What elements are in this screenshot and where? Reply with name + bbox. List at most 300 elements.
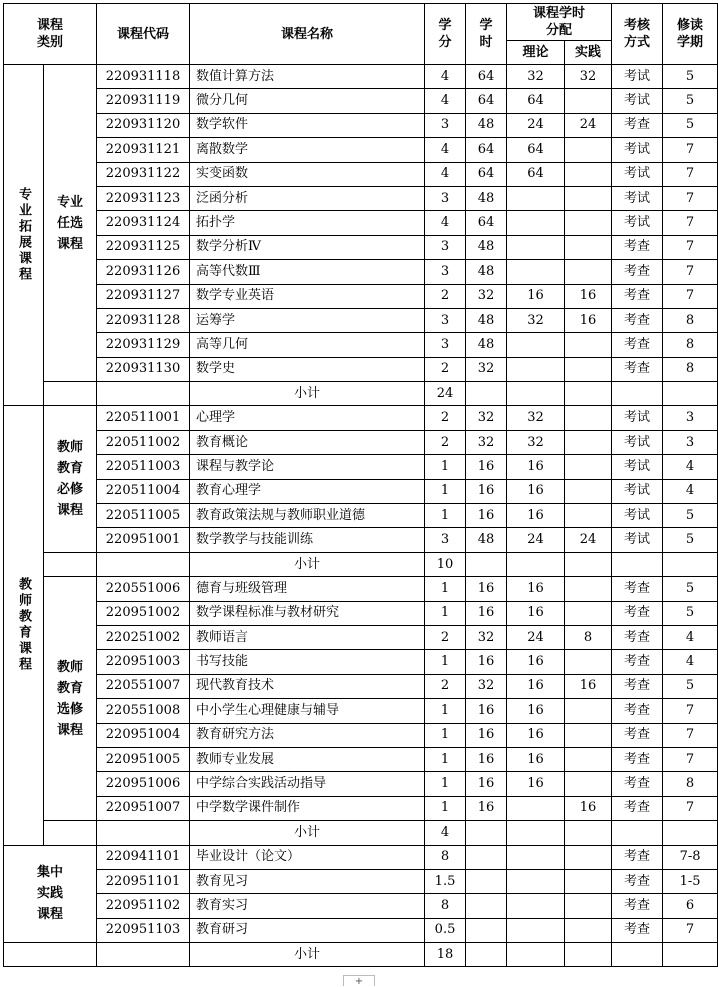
cell-practice <box>565 650 612 674</box>
cell-code: 220931128 <box>97 308 190 332</box>
cell-semester: 5 <box>663 504 718 528</box>
cell-exam: 考查 <box>612 796 663 820</box>
cell-practice <box>565 186 612 210</box>
header-hours-split: 课程学时 分配 <box>507 4 612 41</box>
table-row <box>4 260 718 284</box>
table-row <box>4 357 718 381</box>
subtotal-label: 小计 <box>190 552 425 576</box>
cell-exam: 考查 <box>612 577 663 601</box>
cell-credit: 2 <box>425 357 466 381</box>
cell-semester: 5 <box>663 674 718 698</box>
table-row <box>4 625 718 649</box>
subtotal-blank <box>466 552 507 576</box>
cell-semester: 7-8 <box>663 845 718 869</box>
cell-semester: 7 <box>663 284 718 308</box>
cell-theory: 16 <box>507 674 565 698</box>
cell-hours: 16 <box>466 747 507 771</box>
cell-theory <box>507 357 565 381</box>
cell-code: 220931123 <box>97 186 190 210</box>
header-code: 课程代码 <box>97 4 190 65</box>
subtotal-code-blank <box>97 382 190 406</box>
cell-practice <box>565 869 612 893</box>
cell-hours <box>466 845 507 869</box>
cell-semester: 8 <box>663 308 718 332</box>
subtotal-blank <box>663 821 718 845</box>
cell-theory: 16 <box>507 699 565 723</box>
cell-credit: 1 <box>425 796 466 820</box>
cell-hours: 48 <box>466 333 507 357</box>
cell-credit: 4 <box>425 138 466 162</box>
table-row <box>4 235 718 259</box>
subtotal-row <box>4 943 718 967</box>
subtotal-blank <box>507 821 565 845</box>
cell-exam: 考试 <box>612 504 663 528</box>
cell-name: 教育研究方法 <box>190 723 425 747</box>
cell-hours: 16 <box>466 601 507 625</box>
subtotal-blank <box>565 552 612 576</box>
cell-credit: 2 <box>425 430 466 454</box>
cell-hours: 16 <box>466 504 507 528</box>
cell-practice <box>565 601 612 625</box>
table-row <box>4 138 718 162</box>
table-row <box>4 186 718 210</box>
cell-name: 教育心理学 <box>190 479 425 503</box>
cell-exam: 考查 <box>612 260 663 284</box>
cell-exam: 考查 <box>612 333 663 357</box>
table-row <box>4 845 718 869</box>
cell-exam: 考试 <box>612 479 663 503</box>
table-row <box>4 918 718 942</box>
curriculum-table <box>3 3 718 967</box>
cell-exam: 考查 <box>612 308 663 332</box>
cell-exam: 考查 <box>612 845 663 869</box>
subtotal-blank <box>466 943 507 967</box>
cell-credit: 2 <box>425 674 466 698</box>
cell-practice: 16 <box>565 674 612 698</box>
cell-hours: 16 <box>466 479 507 503</box>
cell-credit: 3 <box>425 260 466 284</box>
cell-name: 数学教学与技能训练 <box>190 528 425 552</box>
cell-credit: 1 <box>425 479 466 503</box>
cell-hours: 48 <box>466 186 507 210</box>
cell-name: 现代教育技术 <box>190 674 425 698</box>
subtotal-credit: 10 <box>425 552 466 576</box>
cell-hours: 32 <box>466 625 507 649</box>
cell-practice <box>565 504 612 528</box>
cell-practice <box>565 357 612 381</box>
cell-theory <box>507 918 565 942</box>
cell-hours <box>466 869 507 893</box>
table-row <box>4 430 718 454</box>
cell-semester: 5 <box>663 528 718 552</box>
cell-theory: 16 <box>507 577 565 601</box>
cell-theory: 16 <box>507 772 565 796</box>
cell-name: 高等代数Ⅲ <box>190 260 425 284</box>
cell-code: 220931124 <box>97 211 190 235</box>
subtotal-label: 小计 <box>190 821 425 845</box>
category-concentrated-practice-label: 集中 实践 课程 <box>37 865 64 923</box>
cell-semester: 5 <box>663 577 718 601</box>
table-resize-handle[interactable]: + <box>343 975 375 986</box>
cell-practice <box>565 235 612 259</box>
table-row <box>4 504 718 528</box>
cell-hours: 48 <box>466 528 507 552</box>
cell-name: 中小学生心理健康与辅导 <box>190 699 425 723</box>
cell-name: 数学分析Ⅳ <box>190 235 425 259</box>
table-row <box>4 674 718 698</box>
subtotal-blank <box>612 382 663 406</box>
cell-name: 运筹学 <box>190 308 425 332</box>
cell-theory: 24 <box>507 113 565 137</box>
cell-name: 数学课程标准与教材研究 <box>190 601 425 625</box>
cell-name: 离散数学 <box>190 138 425 162</box>
table-row <box>4 796 718 820</box>
header-hours: 学 时 <box>466 4 507 65</box>
cell-theory: 16 <box>507 504 565 528</box>
cell-exam: 考查 <box>612 674 663 698</box>
table-row <box>4 577 718 601</box>
cell-name: 数学史 <box>190 357 425 381</box>
subtotal-credit: 4 <box>425 821 466 845</box>
cell-theory: 16 <box>507 479 565 503</box>
cell-name: 数值计算方法 <box>190 65 425 89</box>
cell-code: 220951003 <box>97 650 190 674</box>
table-row <box>4 650 718 674</box>
cell-credit: 4 <box>425 211 466 235</box>
table-row <box>4 211 718 235</box>
cell-exam: 考查 <box>612 235 663 259</box>
cell-code: 220941101 <box>97 845 190 869</box>
cell-code: 220951006 <box>97 772 190 796</box>
cell-hours: 32 <box>466 674 507 698</box>
subtotal-row <box>4 552 718 576</box>
subtotal-blank <box>612 943 663 967</box>
cell-theory: 32 <box>507 65 565 89</box>
cell-name: 教师专业发展 <box>190 747 425 771</box>
cell-practice: 16 <box>565 796 612 820</box>
cell-credit: 3 <box>425 113 466 137</box>
category-concentrated-practice <box>4 845 97 943</box>
cell-credit: 1 <box>425 455 466 479</box>
cell-name: 教育实习 <box>190 894 425 918</box>
cell-semester: 7 <box>663 723 718 747</box>
cell-code: 220931119 <box>97 89 190 113</box>
cell-practice: 8 <box>565 625 612 649</box>
cell-name: 德育与班级管理 <box>190 577 425 601</box>
cell-theory: 64 <box>507 138 565 162</box>
subtotal-label: 小计 <box>190 382 425 406</box>
subtotal-code-blank <box>97 943 190 967</box>
cell-semester: 7 <box>663 211 718 235</box>
cell-hours: 48 <box>466 113 507 137</box>
cell-semester: 4 <box>663 455 718 479</box>
cell-exam: 考查 <box>612 625 663 649</box>
cell-practice <box>565 406 612 430</box>
cell-credit: 4 <box>425 89 466 113</box>
cell-code: 220551008 <box>97 699 190 723</box>
cell-exam: 考试 <box>612 455 663 479</box>
cell-practice <box>565 455 612 479</box>
cell-theory <box>507 845 565 869</box>
cell-hours <box>466 894 507 918</box>
cell-hours: 16 <box>466 455 507 479</box>
subtotal-blank <box>565 382 612 406</box>
cell-theory: 16 <box>507 650 565 674</box>
cell-semester: 4 <box>663 650 718 674</box>
cell-hours: 32 <box>466 357 507 381</box>
cell-semester: 5 <box>663 601 718 625</box>
subtotal-blank <box>507 382 565 406</box>
cell-exam: 考试 <box>612 406 663 430</box>
subtotal-blank <box>663 382 718 406</box>
cell-credit: 4 <box>425 162 466 186</box>
cell-semester: 3 <box>663 430 718 454</box>
subtotal-credit: 18 <box>425 943 466 967</box>
cell-semester: 8 <box>663 772 718 796</box>
cell-code: 220951101 <box>97 869 190 893</box>
cell-exam: 考查 <box>612 869 663 893</box>
cell-code: 220951103 <box>97 918 190 942</box>
cell-practice <box>565 747 612 771</box>
subtotal-inner-blank <box>44 382 97 406</box>
cell-code: 220931118 <box>97 65 190 89</box>
table-row <box>4 455 718 479</box>
cell-exam: 考查 <box>612 918 663 942</box>
cell-hours: 16 <box>466 772 507 796</box>
cell-hours: 32 <box>466 406 507 430</box>
cell-name: 毕业设计（论文） <box>190 845 425 869</box>
cell-code: 220551006 <box>97 577 190 601</box>
subtotal-inner-blank <box>44 821 97 845</box>
cell-practice <box>565 845 612 869</box>
cell-credit: 1 <box>425 772 466 796</box>
cell-hours: 48 <box>466 235 507 259</box>
cell-hours: 64 <box>466 89 507 113</box>
cell-credit: 1 <box>425 601 466 625</box>
cell-practice <box>565 430 612 454</box>
table-row <box>4 747 718 771</box>
category-teacher-education-label: 教师教育课程 <box>16 577 31 674</box>
cell-theory: 24 <box>507 625 565 649</box>
cell-exam: 考查 <box>612 357 663 381</box>
category-major-elective-label: 专业 任选 课程 <box>57 194 84 252</box>
cell-theory <box>507 333 565 357</box>
cell-semester: 4 <box>663 625 718 649</box>
cell-semester: 6 <box>663 894 718 918</box>
cell-name: 课程与教学论 <box>190 455 425 479</box>
cell-name: 微分几何 <box>190 89 425 113</box>
cell-practice <box>565 138 612 162</box>
cell-theory <box>507 796 565 820</box>
cell-practice <box>565 699 612 723</box>
cell-exam: 考试 <box>612 65 663 89</box>
cell-theory: 16 <box>507 455 565 479</box>
cell-hours: 16 <box>466 796 507 820</box>
cell-name: 教育政策法规与教师职业道德 <box>190 504 425 528</box>
cell-code: 220951004 <box>97 723 190 747</box>
subtotal-category-blank <box>4 943 97 967</box>
cell-semester: 8 <box>663 357 718 381</box>
category-teacher-required <box>44 406 97 552</box>
cell-theory <box>507 894 565 918</box>
cell-credit: 2 <box>425 406 466 430</box>
category-major-extension-label: 专业拓展课程 <box>16 187 31 284</box>
cell-semester: 5 <box>663 65 718 89</box>
cell-code: 220951007 <box>97 796 190 820</box>
cell-practice: 32 <box>565 65 612 89</box>
header-semester: 修读 学期 <box>663 4 718 65</box>
subtotal-code-blank <box>97 821 190 845</box>
subtotal-code-blank <box>97 552 190 576</box>
cell-credit: 0.5 <box>425 918 466 942</box>
cell-name: 书写技能 <box>190 650 425 674</box>
cell-practice <box>565 162 612 186</box>
cell-theory <box>507 186 565 210</box>
cell-practice <box>565 577 612 601</box>
cell-code: 220951005 <box>97 747 190 771</box>
header-exam: 考核 方式 <box>612 4 663 65</box>
cell-exam: 考试 <box>612 211 663 235</box>
cell-semester: 5 <box>663 113 718 137</box>
cell-name: 教育见习 <box>190 869 425 893</box>
table-row <box>4 162 718 186</box>
cell-credit: 3 <box>425 186 466 210</box>
table-row <box>4 869 718 893</box>
cell-practice: 16 <box>565 308 612 332</box>
table-row <box>4 528 718 552</box>
cell-code: 220511002 <box>97 430 190 454</box>
subtotal-blank <box>466 821 507 845</box>
cell-name: 教育概论 <box>190 430 425 454</box>
header-practice: 实践 <box>565 41 612 65</box>
cell-semester: 7 <box>663 699 718 723</box>
cell-code: 220931129 <box>97 333 190 357</box>
cell-semester: 7 <box>663 747 718 771</box>
cell-theory <box>507 235 565 259</box>
table-row <box>4 308 718 332</box>
subtotal-blank <box>663 552 718 576</box>
table-row <box>4 333 718 357</box>
cell-code: 220931120 <box>97 113 190 137</box>
cell-practice <box>565 894 612 918</box>
cell-code: 220931122 <box>97 162 190 186</box>
cell-hours: 16 <box>466 723 507 747</box>
subtotal-blank <box>466 382 507 406</box>
cell-theory: 64 <box>507 89 565 113</box>
cell-semester: 7 <box>663 138 718 162</box>
cell-theory <box>507 211 565 235</box>
category-major-extension <box>4 65 44 406</box>
subtotal-blank <box>612 821 663 845</box>
cell-exam: 考查 <box>612 772 663 796</box>
cell-exam: 考查 <box>612 650 663 674</box>
cell-code: 220951102 <box>97 894 190 918</box>
category-teacher-elective-label: 教师 教育 选修 课程 <box>57 659 84 738</box>
cell-name: 教育研习 <box>190 918 425 942</box>
cell-code: 220931121 <box>97 138 190 162</box>
cell-exam: 考查 <box>612 601 663 625</box>
table-row <box>4 723 718 747</box>
cell-name: 泛函分析 <box>190 186 425 210</box>
cell-theory: 32 <box>507 308 565 332</box>
cell-hours: 64 <box>466 162 507 186</box>
cell-practice <box>565 918 612 942</box>
cell-hours: 48 <box>466 308 507 332</box>
cell-credit: 1 <box>425 747 466 771</box>
cell-name: 实变函数 <box>190 162 425 186</box>
cell-semester: 7 <box>663 796 718 820</box>
cell-theory: 16 <box>507 747 565 771</box>
cell-theory: 32 <box>507 406 565 430</box>
cell-name: 心理学 <box>190 406 425 430</box>
cell-credit: 8 <box>425 894 466 918</box>
cell-code: 220551007 <box>97 674 190 698</box>
header-credit: 学 分 <box>425 4 466 65</box>
cell-credit: 1 <box>425 723 466 747</box>
subtotal-blank <box>565 943 612 967</box>
cell-code: 220931125 <box>97 235 190 259</box>
header-name: 课程名称 <box>190 4 425 65</box>
cell-credit: 3 <box>425 528 466 552</box>
table-row <box>4 601 718 625</box>
cell-theory: 64 <box>507 162 565 186</box>
table-row <box>4 65 718 89</box>
header-theory: 理论 <box>507 41 565 65</box>
cell-semester: 7 <box>663 260 718 284</box>
subtotal-label: 小计 <box>190 943 425 967</box>
cell-code: 220251002 <box>97 625 190 649</box>
cell-practice: 16 <box>565 284 612 308</box>
cell-practice <box>565 260 612 284</box>
subtotal-blank <box>565 821 612 845</box>
cell-semester: 7 <box>663 235 718 259</box>
cell-name: 拓扑学 <box>190 211 425 235</box>
cell-hours: 64 <box>466 65 507 89</box>
table-row <box>4 89 718 113</box>
cell-theory: 16 <box>507 284 565 308</box>
cell-practice <box>565 479 612 503</box>
cell-code: 220511003 <box>97 455 190 479</box>
cell-credit: 1 <box>425 577 466 601</box>
cell-semester: 3 <box>663 406 718 430</box>
cell-exam: 考试 <box>612 162 663 186</box>
cell-code: 220931130 <box>97 357 190 381</box>
cell-code: 220511001 <box>97 406 190 430</box>
cell-name: 数学软件 <box>190 113 425 137</box>
cell-name: 中学数学课件制作 <box>190 796 425 820</box>
cell-practice <box>565 333 612 357</box>
cell-name: 中学综合实践活动指导 <box>190 772 425 796</box>
cell-code: 220511005 <box>97 504 190 528</box>
table-row <box>4 772 718 796</box>
cell-credit: 1.5 <box>425 869 466 893</box>
cell-practice <box>565 723 612 747</box>
cell-name: 数学专业英语 <box>190 284 425 308</box>
cell-practice: 24 <box>565 113 612 137</box>
table-row <box>4 284 718 308</box>
cell-semester: 4 <box>663 479 718 503</box>
table-row <box>4 406 718 430</box>
cell-semester: 7 <box>663 186 718 210</box>
cell-exam: 考查 <box>612 699 663 723</box>
category-teacher-required-label: 教师 教育 必修 课程 <box>57 440 84 519</box>
subtotal-blank <box>612 552 663 576</box>
cell-practice <box>565 89 612 113</box>
category-teacher-elective <box>44 577 97 821</box>
cell-code: 220931127 <box>97 284 190 308</box>
cell-exam: 考试 <box>612 186 663 210</box>
cell-hours: 32 <box>466 284 507 308</box>
